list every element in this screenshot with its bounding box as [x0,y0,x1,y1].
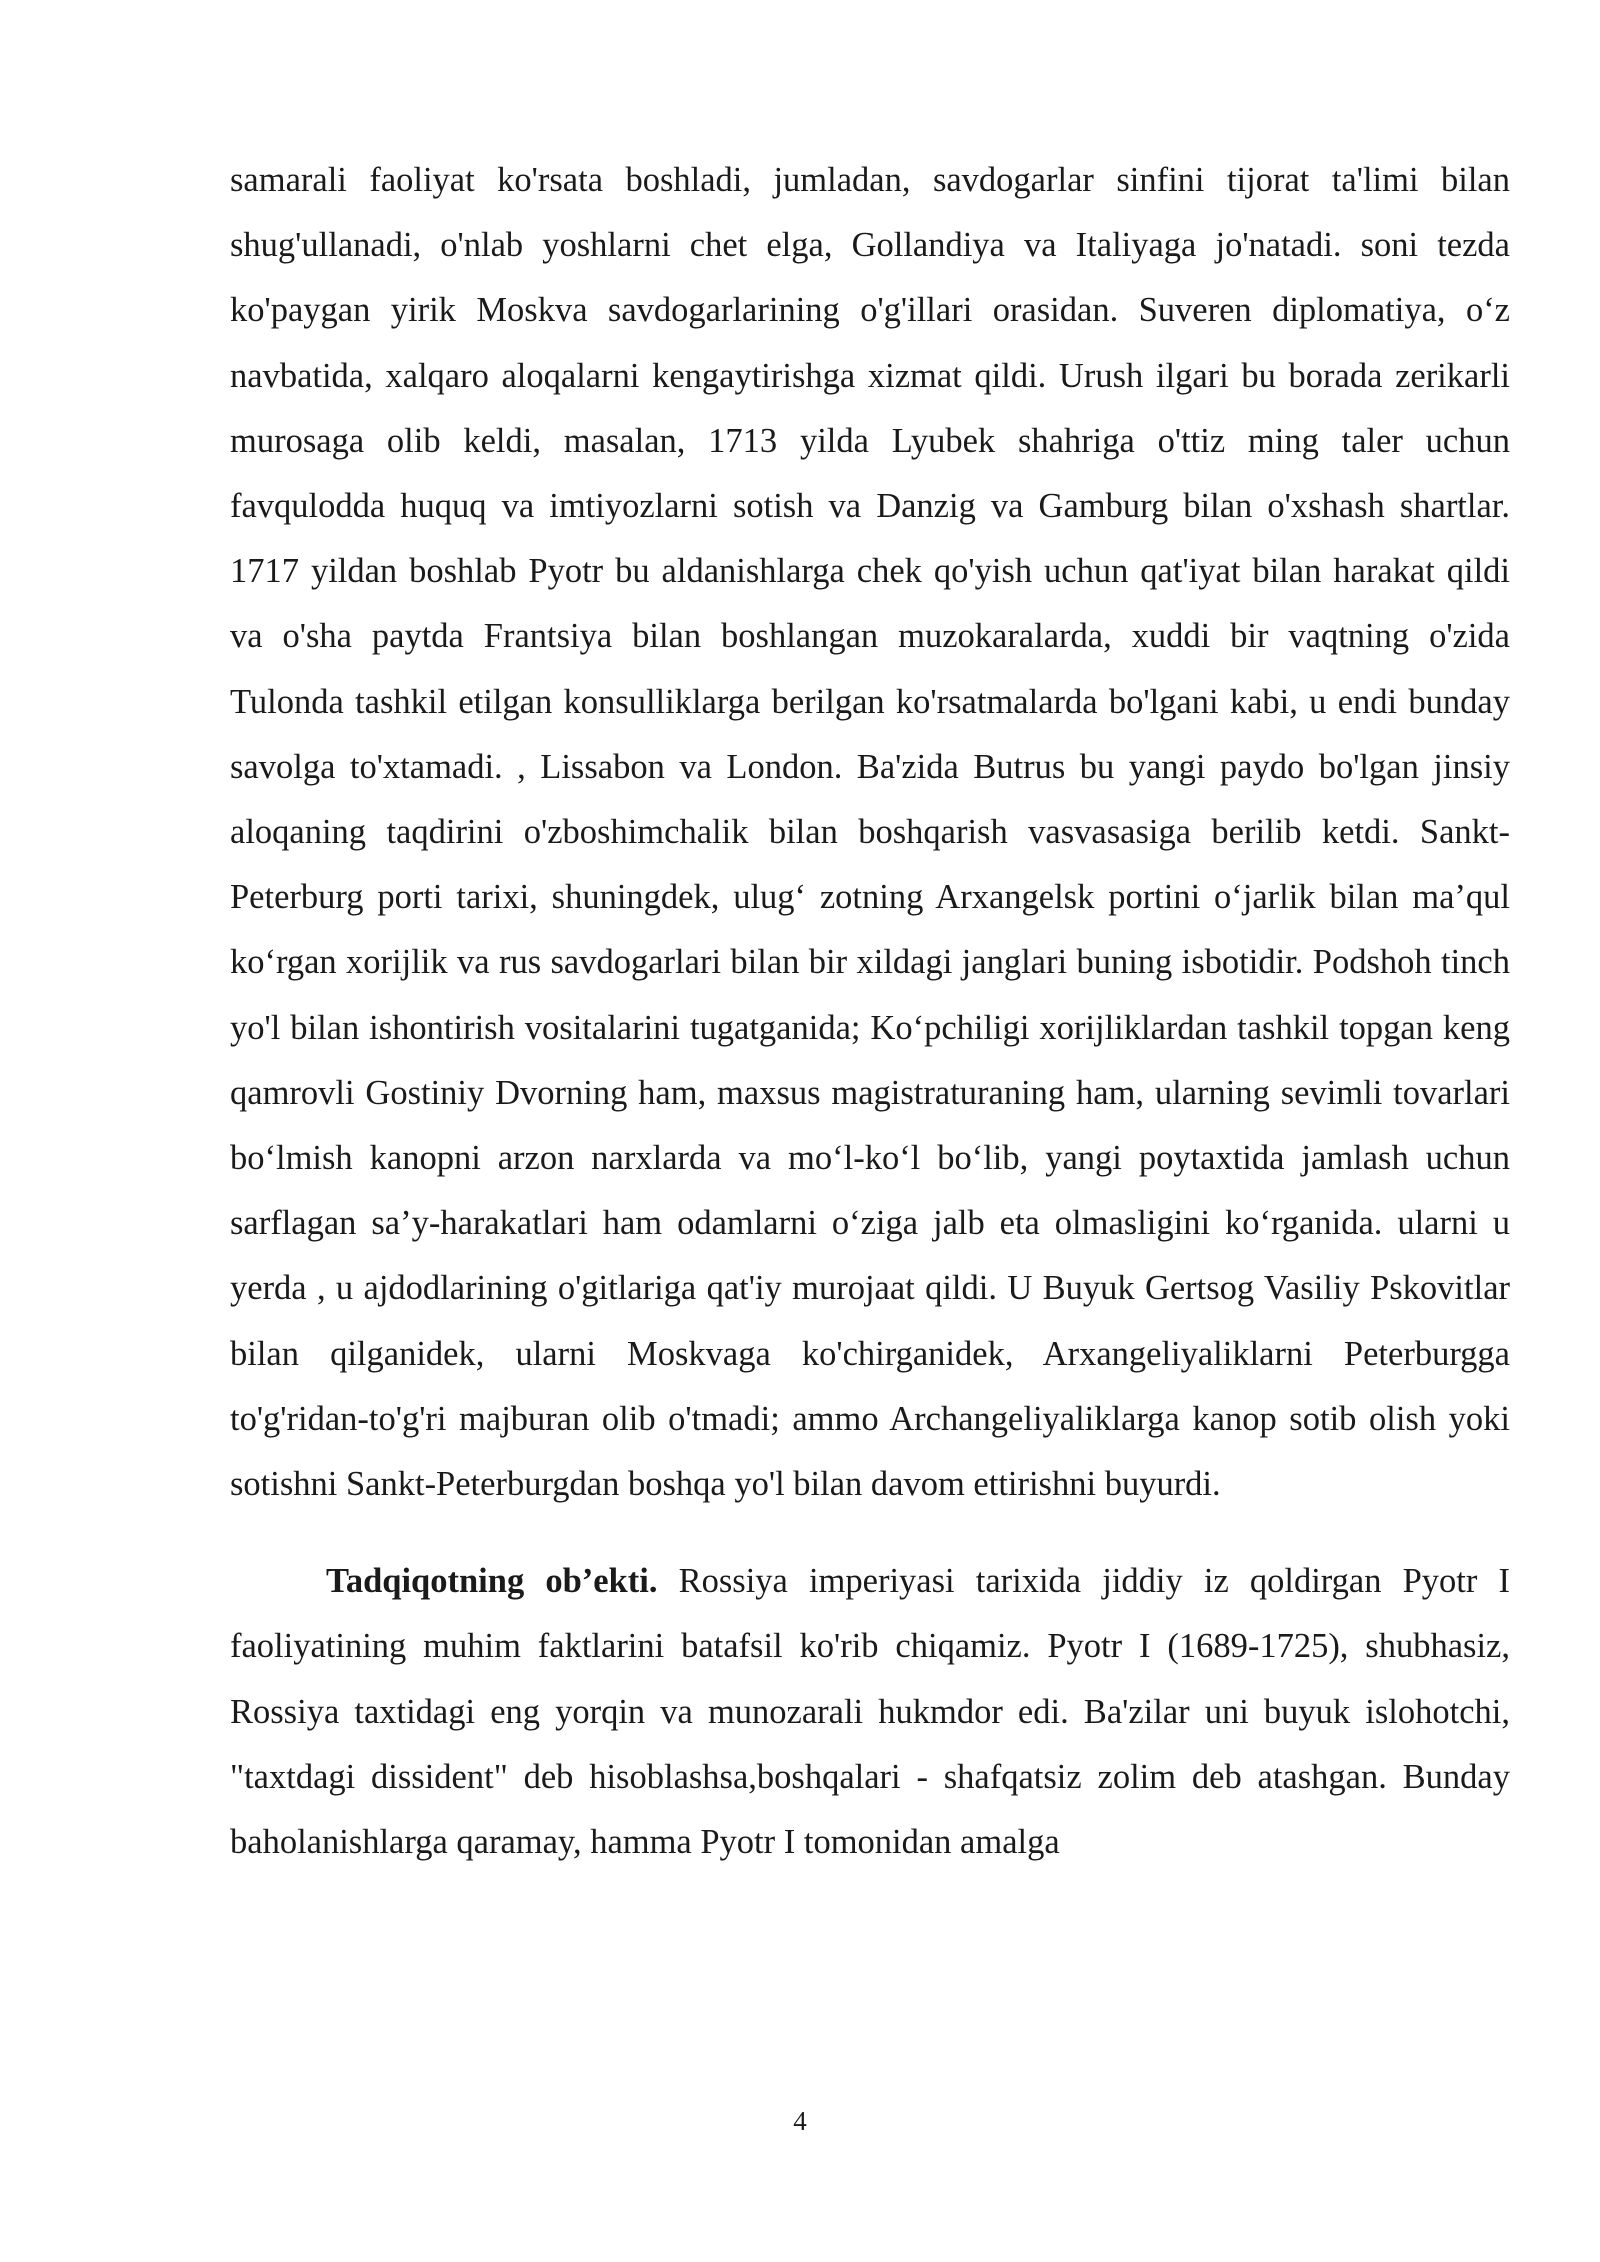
document-body [230,148,1510,1875]
paragraph-continuation [230,148,1510,1517]
paragraph-research-object [230,1549,1510,1875]
paragraph-text: Rossiya imperiyasi tarixida jiddiy iz qoldirgan Pyotr I faoliyatining muhim faktlarini batafsil ko'rib chiqamiz. Pyotr I (1689-1725), shubhasiz, Rossiya taxtidagi eng yorqin va munozarali hukmdor edi. Ba'zilar uni buyuk islohotchi, "taxtdagi dissident" deb hisoblashsa,boshqalari - shafqatsiz zolim deb atashgan. Bunday baholanishlarga qaramay, hamma Pyotr I tomonidan amalga [230,1562,1510,1862]
paragraph-text: samarali faoliyat ko'rsata boshladi, jumladan, savdogarlar sinfini tijorat ta'limi bilan shug'ullanadi, o'nlab yoshlarni chet elga, Gollandiya va Italiyaga jo'natadi. soni tezda ko'paygan yirik Moskva savdogarlarining o'g'illari orasidan. Suveren diplomatiya, o‘z navbatida, xalqaro aloqalarni kengaytirishga xizmat qildi. Urush ilgari bu borada zerikarli murosaga olib keldi, masalan, 1713 yilda Lyubek shahriga o'ttiz ming taler uchun favqulodda huquq va imtiyozlarni sotish va Danzig va Gamburg bilan o'xshash shartlar. 1717 yildan boshlab Pyotr bu aldanishlarga chek qo'yish uchun qat'iyat bilan harakat qildi va o'sha paytda Frantsiya bilan boshlangan muzokaralarda, xuddi bir vaqtning o'zida Tulonda tashkil etilgan konsulliklarga berilgan ko'rsatmalarda bo'lgani kabi, u endi bunday savolga to'xtamadi. , Lissabon va London. Ba'zida Butrus bu yangi paydo bo'lgan jinsiy aloqaning taqdirini o'zboshimchalik bilan boshqarish vasvasasiga berilib ketdi. Sankt-Peterburg porti tarixi, shuningdek, ulug‘ zotning Arxangelsk portini o‘jarlik bilan ma’qul ko‘rgan xorijlik va rus savdogarlari bilan bir xildagi janglari buning isbotidir. Podshoh tinch yo'l bilan ishontirish vositalarini tugatganida; Ko‘pchiligi xorijliklardan tashkil topgan keng qamrovli Gostiniy Dvorning ham, maxsus magistraturaning ham, ularning sevimli tovarlari bo‘lmish kanopni arzon narxlarda va mo‘l-ko‘l bo‘lib, yangi poytaxtida jamlash uchun sarflagan sa’y-harakatlari ham odamlarni o‘ziga jalb eta olmasligini ko‘rganida. ularni u yerda , u ajdodlarining o'gitlariga qat'iy murojaat qildi. U Buyuk Gertsog Vasiliy Pskovitlar bilan qilganidek, ularni Moskvaga ko'chirganidek, Arxangeliyaliklarni Peterburgga to'g'ridan-to'g'ri majburan olib o'tmadi; ammo Archangeliyaliklarga kanop sotib olish yoki sotishni Sankt-Peterburgdan boshqa yo'l bilan davom ettirishni buyurdi. [230,161,1510,1504]
page-number: 4 [793,2106,807,2136]
paragraph-heading-lead: Tadqiqotning ob’ekti. [326,1562,658,1601]
